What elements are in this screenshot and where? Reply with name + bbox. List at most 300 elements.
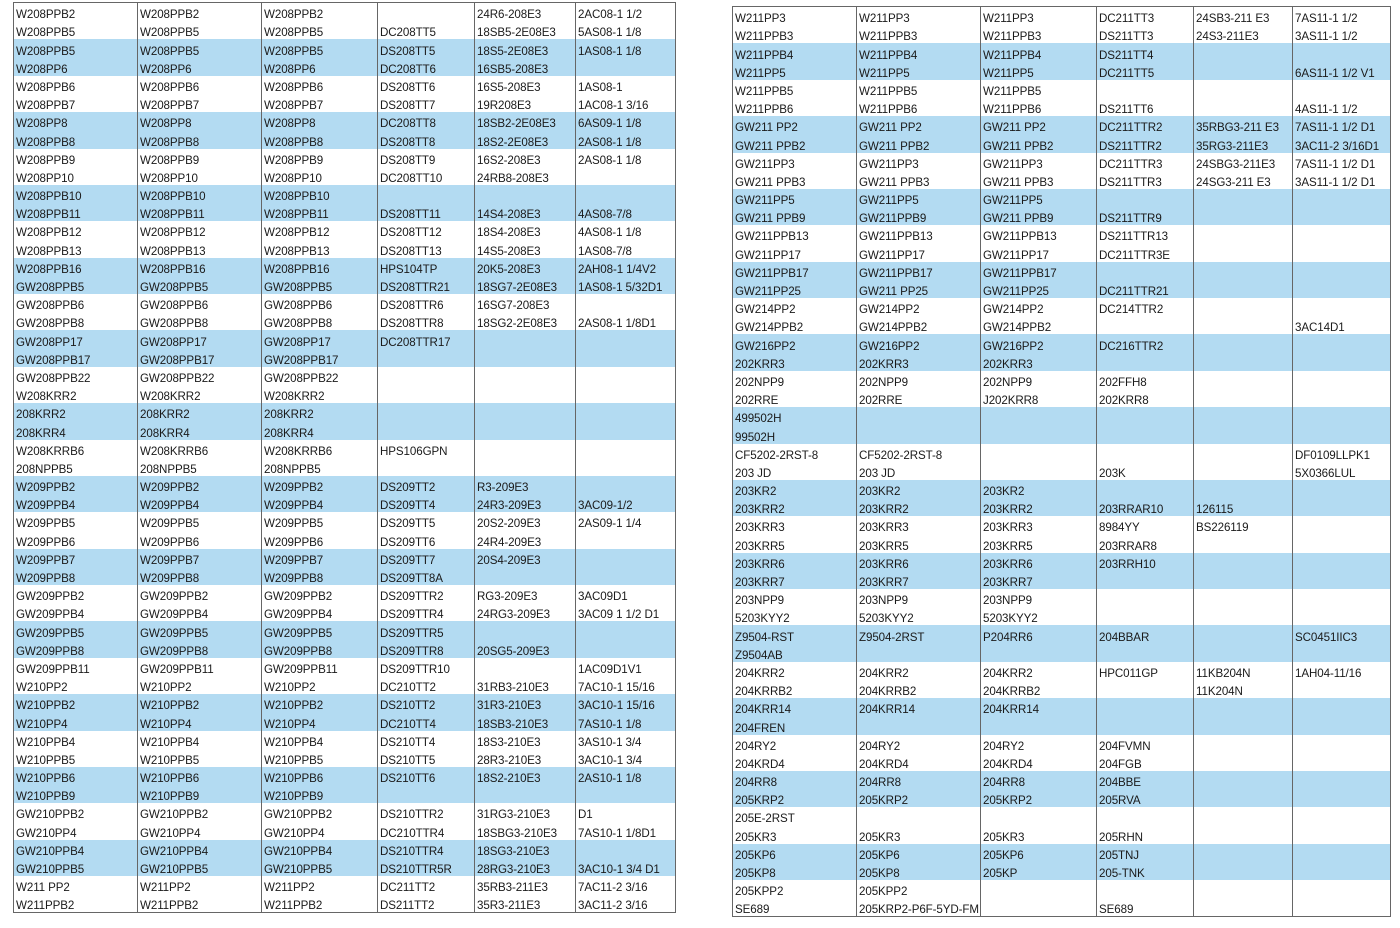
left-table-cell: GW208PPB5 [138,276,262,294]
left-table-cell: W208PPB10 [138,185,262,203]
right-table-cell [981,444,1097,462]
right-table-cell: GW211PP3 [857,153,981,171]
left-table-cell [378,403,475,421]
left-table-cell: W209PPB6 [262,530,378,548]
right-table-cell: 204KRD4 [733,753,857,771]
left-table-cell: 2AS08-1 1/8 [576,149,676,167]
left-table-row [14,767,676,785]
right-table-cell: 7AS11-1 1/2 D1 [1293,153,1391,171]
right-table-cell [1293,280,1391,298]
right-table-cell: 203RRAR8 [1097,534,1194,552]
right-table-cell: 202KRR3 [857,353,981,371]
left-table-row [14,312,676,330]
left-table-cell: W208PPB2 [262,3,378,22]
right-table-cell [1194,644,1293,662]
right-table-cell: GW216PP2 [857,334,981,352]
right-table-cell [981,425,1097,443]
left-table-row [14,94,676,112]
left-table-row [14,112,676,130]
left-table-cell [475,349,576,367]
left-table-cell: R3-209E3 [475,476,576,494]
right-table-cell: GW211 PP25 [857,280,981,298]
left-table-row [14,658,676,676]
right-table-cell [1194,862,1293,880]
right-table-cell [1293,825,1391,843]
right-table-cell: 204KRR2 [733,662,857,680]
right-table-cell: 202RRE [857,389,981,407]
right-table-row [733,553,1391,571]
left-table-row [14,785,676,803]
right-table-cell: 5X0366LUL [1293,462,1391,480]
left-table-cell: DC208TT10 [378,167,475,185]
right-table-cell: SE689 [1097,898,1194,917]
left-table-cell: W209PPB5 [14,512,138,530]
left-table-cell: W210PPB4 [138,731,262,749]
left-table-row [14,458,676,476]
right-table-cell: GW211PP5 [857,189,981,207]
right-table-cell [1097,807,1194,825]
left-table-cell: W211PPB2 [138,894,262,913]
left-table-cell: 14S4-208E3 [475,203,576,221]
left-table-cell: W208PPB8 [262,130,378,148]
right-table-row [733,825,1391,843]
right-table-cell: Z9504-RST [733,625,857,643]
left-table-cell: GW209PPB2 [14,585,138,603]
right-table-row [733,189,1391,207]
right-table-cell [1194,480,1293,498]
right-table-row [733,589,1391,607]
right-table-cell: GW216PP2 [733,334,857,352]
left-table-cell: GW209PPB5 [138,621,262,639]
left-table-row [14,803,676,821]
left-table-row [14,476,676,494]
right-table-cell [857,407,981,425]
left-table-row [14,330,676,348]
left-table-cell: DC210TT2 [378,676,475,694]
right-table-cell: 7AS11-1 1/2 [1293,7,1391,26]
right-table-cell: 204RR8 [733,771,857,789]
right-table-row [733,680,1391,698]
left-table-cell: W208PPB7 [138,94,262,112]
right-table-cell [1194,80,1293,98]
right-table-cell [1097,262,1194,280]
left-table-cell [475,785,576,803]
left-table-cell: 18S2-2E08E3 [475,130,576,148]
right-table-cell [1194,807,1293,825]
left-table-cell: 18S3-210E3 [475,731,576,749]
right-table-cell [1194,243,1293,261]
right-table-cell [1097,571,1194,589]
right-table-cell: DS211TT6 [1097,98,1194,116]
left-table-cell: GW210PP4 [262,821,378,839]
left-table-cell: 7AC11-2 3/16 [576,876,676,894]
left-table-cell: GW210PPB4 [262,840,378,858]
left-table-cell: 2AS08-1 1/8 [576,130,676,148]
left-table-cell: DS209TTR4 [378,603,475,621]
left-table-cell: 1AS08-7/8 [576,239,676,257]
right-table-cell [1194,698,1293,716]
left-table-cell: W208PPB9 [262,149,378,167]
left-table-cell: W210PP4 [138,712,262,730]
right-table-row [733,243,1391,261]
right-table-cell [1097,189,1194,207]
left-table-cell: W210PP4 [14,712,138,730]
left-table-cell: GW210PP4 [138,821,262,839]
left-table-cell: W208PP8 [14,112,138,130]
right-table-cell: 204RR8 [857,771,981,789]
right-table-cell: GW211PPB13 [981,225,1097,243]
left-table-cell: GW210PPB2 [262,803,378,821]
left-table-row [14,276,676,294]
right-table-cell [1194,753,1293,771]
right-table-cell: 3AC11-2 3/16D1 [1293,134,1391,152]
right-table-row [733,771,1391,789]
left-table-cell [576,549,676,567]
right-table-row [733,80,1391,98]
left-table-cell: W208PPB6 [262,76,378,94]
left-table-cell: GW209PPB11 [14,658,138,676]
right-table-row [733,298,1391,316]
left-table-cell: W209PPB8 [262,567,378,585]
right-table-cell [1293,553,1391,571]
left-table-cell: DS208TT11 [378,203,475,221]
right-table-cell [1194,625,1293,643]
left-table-cell: DC210TT4 [378,712,475,730]
right-table-row [733,571,1391,589]
right-table-cell: 203KR2 [857,480,981,498]
left-table-cell [475,440,576,458]
right-table-cell: GW211PP3 [981,153,1097,171]
right-table-cell: 204RY2 [857,735,981,753]
left-table-cell: 208KRR2 [138,403,262,421]
right-table-cell: DC214TTR2 [1097,298,1194,316]
right-table-cell [1293,243,1391,261]
left-table-cell: DC210TTR4 [378,821,475,839]
left-table-cell [576,349,676,367]
right-table-cell: 205KP6 [733,844,857,862]
left-table-cell: 24RG3-209E3 [475,603,576,621]
left-table-cell: 16S5-208E3 [475,76,576,94]
left-table-cell: DS208TTR6 [378,294,475,312]
right-table-cell: CF5202-2RST-8 [857,444,981,462]
right-table-cell: 204KRRB2 [857,680,981,698]
right-table-cell [1293,571,1391,589]
left-table-cell: DC211TT2 [378,876,475,894]
left-table-cell: GW209PPB2 [138,585,262,603]
left-table-cell: GW209PPB4 [262,603,378,621]
left-table-cell [576,167,676,185]
right-table-cell: GW211PPB17 [733,262,857,280]
right-table-cell [1293,334,1391,352]
right-table-cell: 205RVA [1097,789,1194,807]
left-table-row [14,3,676,22]
right-table-cell [1097,80,1194,98]
right-table-cell: 99502H [733,425,857,443]
right-table-row [733,753,1391,771]
right-table-cell: GW214PP2 [733,298,857,316]
left-table-cell: W209PPB7 [14,549,138,567]
left-table-cell: W208PPB13 [14,239,138,257]
left-table-cell [378,458,475,476]
right-table-cell [1293,680,1391,698]
left-table-cell: 7AS10-1 1/8D1 [576,821,676,839]
left-table-row [14,749,676,767]
right-table-cell [1194,716,1293,734]
left-table-cell: W208PP10 [138,167,262,185]
right-table-cell: 202RRE [733,389,857,407]
left-table-row [14,494,676,512]
right-table-row [733,425,1391,443]
right-table-cell [1293,589,1391,607]
right-table-cell: GW211PP5 [733,189,857,207]
left-table-cell: 19R208E3 [475,94,576,112]
left-table-cell: W208PP6 [262,58,378,76]
right-table-cell: 6AS11-1 1/2 V1 [1293,62,1391,80]
left-table-cell: W208PPB13 [138,239,262,257]
right-table-cell: 205KR3 [733,825,857,843]
right-table-cell: 205KPP2 [733,880,857,898]
right-table-cell: GW211PPB13 [733,225,857,243]
left-table-cell: W209PPB5 [262,512,378,530]
right-table-cell: GW211 PPB9 [733,207,857,225]
right-table-cell [1097,480,1194,498]
left-table-row [14,421,676,439]
left-table-cell: W209PPB7 [262,549,378,567]
right-table-cell: GW211PP3 [733,153,857,171]
left-table-cell [576,840,676,858]
left-table-cell: GW208PPB22 [14,367,138,385]
left-table-cell: W208KRR2 [138,385,262,403]
right-table-cell: 205KPP2 [857,880,981,898]
right-table-cell: GW216PP2 [981,334,1097,352]
right-table-cell [1293,425,1391,443]
right-table-cell [1194,880,1293,898]
right-table-row [733,789,1391,807]
left-table-row [14,603,676,621]
right-table-cell: 203KRR6 [981,553,1097,571]
left-table-cell: 5AS08-1 1/8 [576,21,676,39]
right-table-cell [1194,62,1293,80]
right-table-cell: SE689 [733,898,857,917]
right-table-cell: GW211PPB9 [857,207,981,225]
right-table-cell: 205KRP2-P6F-5YD-FM [857,898,981,917]
right-table-cell [1194,225,1293,243]
left-table-cell: GW210PPB4 [14,840,138,858]
right-table-cell [1194,462,1293,480]
left-table-row [14,585,676,603]
right-table-cell: 204FREN [733,716,857,734]
right-table-cell: GW211PPB17 [857,262,981,280]
left-table-cell [576,621,676,639]
left-table-cell [475,330,576,348]
right-table-cell: 205KP8 [857,862,981,880]
right-table-cell: 203 JD [857,462,981,480]
left-table-cell: W208PPB9 [138,149,262,167]
left-table-cell: GW209PPB5 [14,621,138,639]
right-table-cell [1293,644,1391,662]
right-table-cell: 204FVMN [1097,735,1194,753]
left-table-row [14,203,676,221]
left-table-cell [576,530,676,548]
right-table-cell: 202KRR3 [981,353,1097,371]
right-table-cell: 5203KYY2 [733,607,857,625]
right-table-cell: 204RY2 [981,735,1097,753]
right-table-cell: GW211PP17 [981,243,1097,261]
left-table-cell: W208PPB6 [138,76,262,94]
left-table-cell: W208KRRB6 [14,440,138,458]
left-table-cell: W210PPB4 [14,731,138,749]
right-table-row [733,207,1391,225]
left-table-cell: W209PPB6 [14,530,138,548]
left-table-cell: W210PPB2 [262,694,378,712]
right-table-cell: 203KR2 [981,480,1097,498]
right-table-cell: 203KRR6 [857,553,981,571]
right-table-row [733,316,1391,334]
left-table-cell: GW208PPB6 [138,294,262,312]
left-table-cell: 18SB3-210E3 [475,712,576,730]
right-table-cell [1293,898,1391,917]
left-table-cell: W209PPB2 [262,476,378,494]
left-table-cell: DC208TTR17 [378,330,475,348]
right-table-cell: 204BBE [1097,771,1194,789]
right-table-cell: GW211 PPB3 [857,171,981,189]
right-table-cell: 204KRR2 [857,662,981,680]
left-table-cell: W210PPB6 [14,767,138,785]
right-table-cell: HPC011GP [1097,662,1194,680]
right-table-cell [1194,389,1293,407]
right-parts-table [732,6,1391,917]
left-table-cell: W209PPB7 [138,549,262,567]
right-table-cell: GW211 PPB2 [857,134,981,152]
left-table-cell: W209PPB6 [138,530,262,548]
left-table-cell: W211PP2 [262,876,378,894]
left-table-cell: GW209PPB11 [262,658,378,676]
right-table-cell: GW211 PPB3 [733,171,857,189]
left-table-row [14,130,676,148]
left-table-cell: W208PP10 [262,167,378,185]
right-table-cell: GW214PPB2 [857,316,981,334]
right-table-cell: 203 JD [733,462,857,480]
left-table-cell [576,367,676,385]
right-table-cell [1097,880,1194,898]
right-table-cell [857,425,981,443]
right-table-cell [1293,407,1391,425]
left-table-cell: W208PPB5 [14,21,138,39]
left-table-cell: W208KRR2 [14,385,138,403]
right-table-cell: 203KRR5 [857,534,981,552]
right-table-cell [1194,571,1293,589]
left-table-cell: 20K5-208E3 [475,258,576,276]
left-table-cell [378,349,475,367]
left-table-cell: DS209TTR8 [378,640,475,658]
left-table-row [14,221,676,239]
right-table-cell: 202NPP9 [857,371,981,389]
right-table-cell: J202KRR8 [981,389,1097,407]
left-table-cell: DS208TT5 [378,39,475,57]
right-table-row [733,807,1391,825]
left-table-cell: DS209TT5 [378,512,475,530]
right-table-cell [981,716,1097,734]
left-table-cell: W211PP2 [138,876,262,894]
left-table-cell: 6AS09-1 1/8 [576,112,676,130]
left-table-cell: W210PPB9 [14,785,138,803]
left-table-cell: W208KRR2 [262,385,378,403]
right-table-cell [1293,43,1391,61]
left-table-cell: W208PPB12 [14,221,138,239]
left-table-cell: 18SB5-2E08E3 [475,21,576,39]
right-table-cell: 204KRR14 [981,698,1097,716]
right-table-cell: 7AS11-1 1/2 D1 [1293,116,1391,134]
right-table-cell [1194,771,1293,789]
left-table-cell: W209PPB8 [14,567,138,585]
left-table-cell: GW208PPB22 [138,367,262,385]
left-table-cell: DS210TT2 [378,694,475,712]
left-table-cell: W210PPB9 [138,785,262,803]
left-table-row [14,821,676,839]
left-table-cell: GW210PPB2 [138,803,262,821]
left-table-cell: 7AC10-1 15/16 [576,676,676,694]
left-table-cell: GW208PPB5 [14,276,138,294]
left-table-cell: DS210TT4 [378,731,475,749]
right-table-cell: 202NPP9 [733,371,857,389]
right-table-row [733,716,1391,734]
right-table-cell [1293,353,1391,371]
right-table-cell [1097,353,1194,371]
right-table-cell: 204KRRB2 [981,680,1097,698]
left-table-row [14,858,676,876]
left-table-cell: DS208TT9 [378,149,475,167]
left-table-cell: 16SB5-208E3 [475,58,576,76]
left-table-cell: 18S2-210E3 [475,767,576,785]
left-table-cell [378,185,475,203]
left-table-cell: DS208TTR21 [378,276,475,294]
left-table-cell: DS209TT7 [378,549,475,567]
right-table-cell: 205KP [981,862,1097,880]
left-table-cell: W208PPB11 [138,203,262,221]
left-table-cell: GW208PP17 [262,330,378,348]
left-table-cell: W209PPB4 [14,494,138,512]
right-table-cell [1097,589,1194,607]
right-table-cell: W211PP3 [857,7,981,26]
left-table-cell: DS208TT7 [378,94,475,112]
right-table-cell: 205KR3 [981,825,1097,843]
left-table-cell: W209PPB5 [138,512,262,530]
right-table-cell [1293,716,1391,734]
left-table-cell: 208NPPB5 [138,458,262,476]
right-table-cell [1293,698,1391,716]
left-table-cell: W208PPB5 [262,39,378,57]
right-table-cell: Z9504AB [733,644,857,662]
right-table-cell: GW211 PPB2 [733,134,857,152]
left-table-cell: 1AC09D1V1 [576,658,676,676]
left-table-cell: 208KRR4 [14,421,138,439]
right-table-cell: 203KRR2 [981,498,1097,516]
left-table-cell [378,421,475,439]
left-table-cell: 24R4-209E3 [475,530,576,548]
right-table-cell: 205KRP2 [857,789,981,807]
left-table-cell: W208PPB6 [14,76,138,94]
right-table-cell: W211PPB4 [857,43,981,61]
right-table-row [733,43,1391,61]
left-table-cell: W209PPB8 [138,567,262,585]
right-table-cell [1194,207,1293,225]
left-table-cell: GW208PPB17 [14,349,138,367]
left-table-cell: GW209PPB4 [14,603,138,621]
left-table-row [14,403,676,421]
left-table-cell: GW208PPB8 [138,312,262,330]
right-table-cell [1194,98,1293,116]
right-table-cell: GW211 PP2 [981,116,1097,134]
